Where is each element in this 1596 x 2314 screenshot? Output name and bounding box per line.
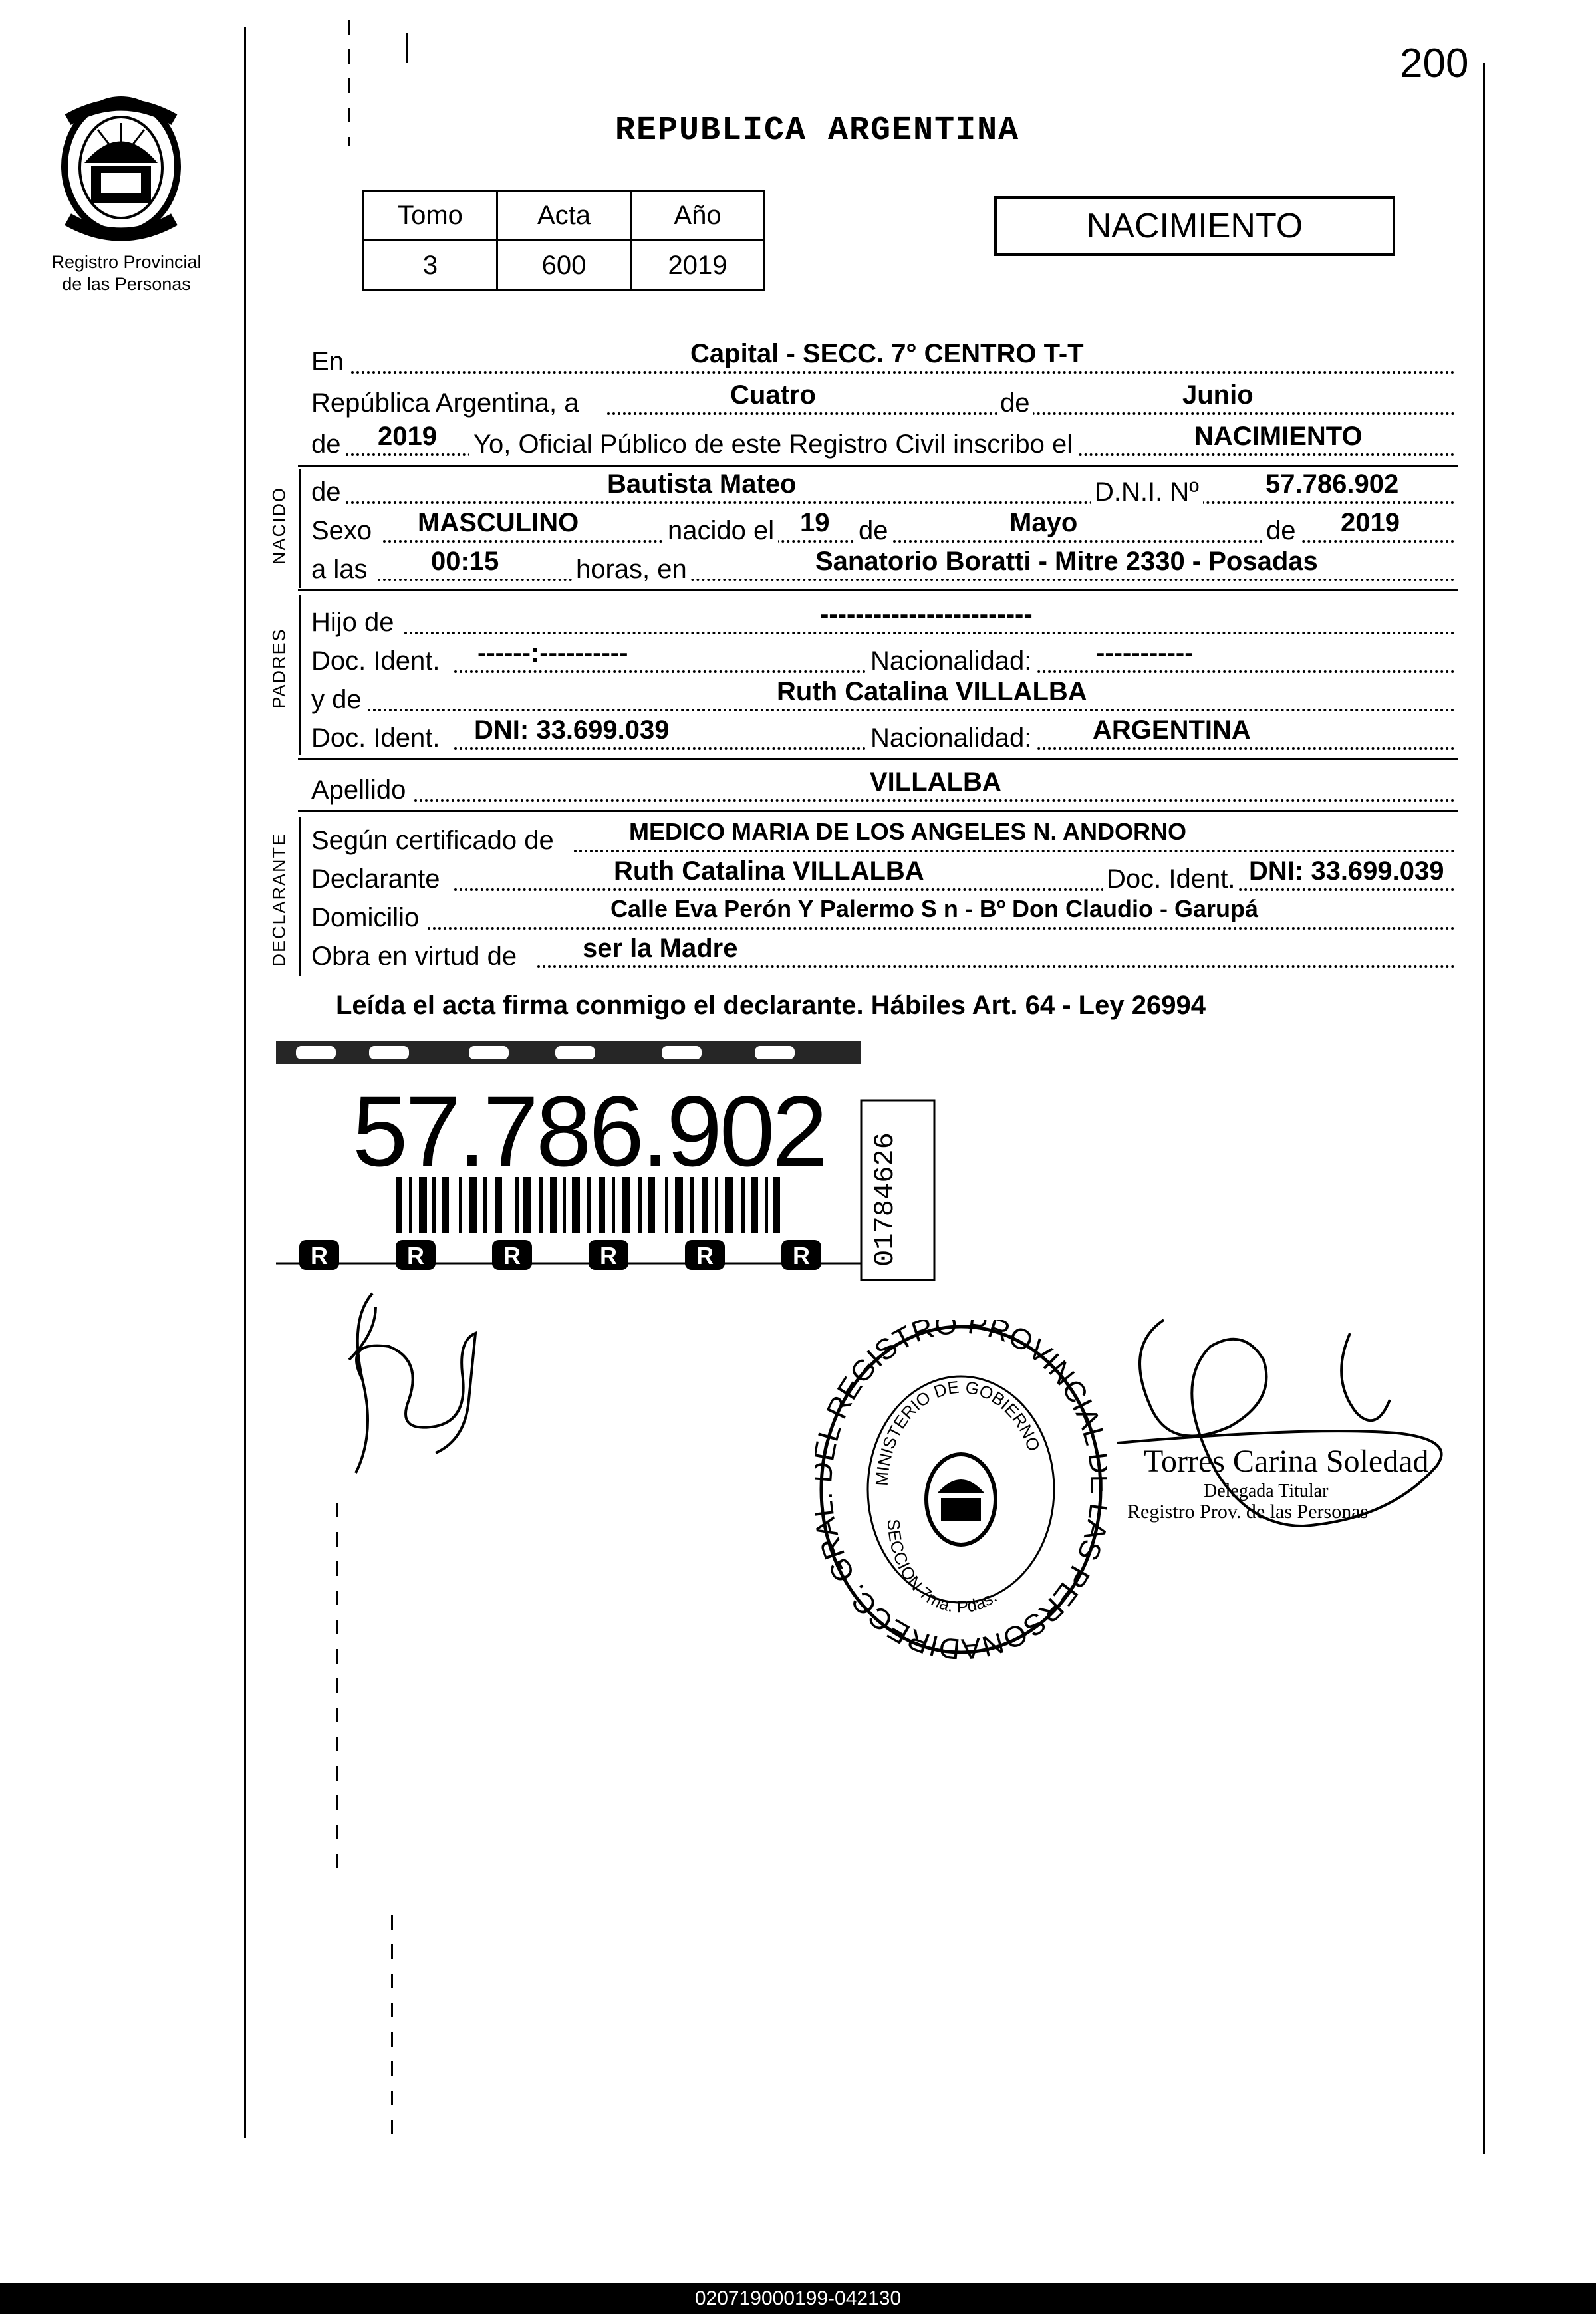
header-acta: Acta — [497, 191, 631, 241]
logo-caption — [33, 251, 219, 295]
stamp-inner-text: MINISTERIO DE GOBIERNO — [871, 1376, 1045, 1487]
nacido-side-label: NACIDO — [269, 487, 289, 565]
svg-text:R: R — [600, 1242, 617, 1269]
row-y-de — [311, 677, 1455, 715]
mother-nat-label: Nacionalidad: — [866, 723, 1035, 753]
de2-label: de — [311, 430, 341, 459]
row-en — [311, 339, 1455, 378]
en-value: Capital - SECC. 7° CENTRO T-T — [690, 339, 1084, 368]
row-declarante — [311, 856, 1455, 895]
row-father-doc — [311, 638, 1455, 677]
left-margin-line — [244, 27, 246, 2138]
padres-bracket — [299, 595, 301, 755]
svg-text:R: R — [793, 1242, 810, 1269]
divider-4 — [298, 810, 1458, 812]
record-table-values — [364, 241, 765, 291]
province-logo — [55, 93, 188, 243]
sexo-value: MASCULINO — [418, 508, 579, 537]
punch-line-3 — [336, 1503, 338, 1875]
page-number: 200 — [1400, 41, 1469, 86]
mother-nat: ARGENTINA — [1093, 715, 1251, 745]
domicilio-value: Calle Eva Perón Y Palermo S n - Bº Don Claudio - Garupá — [610, 895, 1259, 922]
day-value: Cuatro — [730, 380, 816, 410]
apellido-value: VILLALBA — [870, 767, 1001, 797]
hijo-de-label: Hijo de — [311, 608, 394, 637]
declarante-bracket — [299, 817, 301, 976]
de-label: de — [998, 388, 1033, 418]
child-dni: 57.786.902 — [1265, 469, 1399, 499]
birth-time: 00:15 — [431, 547, 499, 576]
y-de-label: y de — [311, 685, 362, 714]
father-nat-label: Nacionalidad: — [866, 646, 1035, 676]
act-value: NACIMIENTO — [1194, 422, 1363, 451]
nacido-bracket — [299, 469, 301, 588]
row-sexo — [311, 508, 1455, 547]
value-acta: 600 — [497, 241, 631, 291]
divider-2 — [298, 589, 1458, 591]
nacido-el-label: nacido el — [664, 516, 778, 546]
punch-line-4 — [391, 1915, 393, 2148]
right-margin-line — [1483, 63, 1485, 2154]
nacido-de-label: de — [311, 477, 341, 507]
logo-caption-line2: de las Personas — [62, 274, 191, 294]
birth-day: 19 — [800, 508, 830, 537]
mother-doc: DNI: 33.699.039 — [474, 715, 670, 745]
delegate-office: Registro Prov. de las Personas — [1127, 1501, 1369, 1523]
delegate-name: Torres Carina Soledad — [1144, 1444, 1429, 1479]
logo-caption-line1: Registro Provincial — [51, 252, 201, 272]
row-obra — [311, 934, 1455, 972]
record-table — [362, 190, 765, 291]
punch-line-1 — [348, 20, 350, 146]
header-tomo: Tomo — [364, 191, 497, 241]
padres-side-label: PADRES — [269, 628, 289, 709]
footer-code-bar: 020719000199-042130 — [0, 2283, 1596, 2314]
a-las-label: a las — [311, 555, 368, 584]
value-tomo: 3 — [364, 241, 497, 291]
svg-text:R: R — [503, 1242, 521, 1269]
obra-value: ser la Madre — [583, 934, 738, 963]
month-value: Junio — [1182, 380, 1254, 410]
apellido-label: Apellido — [311, 775, 406, 805]
row-apellido — [311, 767, 1455, 806]
row-republica — [311, 380, 1455, 419]
declarante-label: Declarante — [311, 864, 440, 894]
closing-text: Leída el acta firma conmigo el declarante. Hábiles Art. 64 - Ley 26994 — [336, 991, 1206, 1020]
mother-name: Ruth Catalina VILLALBA — [777, 677, 1087, 706]
delegate-role: Delegada Titular — [1204, 1481, 1329, 1501]
birth-month: Mayo — [1009, 508, 1078, 537]
row-year — [311, 422, 1455, 460]
row-nacido-name — [311, 469, 1455, 508]
country-title: REPUBLICA ARGENTINA — [615, 112, 1020, 150]
mother-doc-label: Doc. Ident. — [311, 723, 440, 753]
republica-label: República Argentina, a — [311, 388, 579, 418]
birth-year: 2019 — [1341, 508, 1400, 537]
divider-1 — [298, 465, 1458, 467]
domicilio-label: Domicilio — [311, 903, 420, 932]
year-value: 2019 — [378, 422, 437, 451]
id-sticker — [276, 1041, 938, 1290]
father-name: ------------------------ — [820, 600, 1033, 629]
horas-en-label: horas, en — [572, 555, 691, 584]
stamp-bottom-text: SECCION 7ma. Pdas. — [883, 1518, 1001, 1617]
father-nat: ----------- — [1096, 638, 1194, 668]
declarante-doc-label: Doc. Ident. — [1103, 864, 1239, 894]
birth-place: Sanatorio Boratti - Mitre 2330 - Posadas — [815, 547, 1318, 576]
father-doc-label: Doc. Ident. — [311, 646, 440, 676]
row-a-las — [311, 547, 1455, 585]
row-hijo-de — [311, 600, 1455, 638]
dni-label: D.N.I. Nº — [1091, 477, 1203, 507]
declarante-doc: DNI: 33.699.039 — [1249, 856, 1444, 886]
divider-3 — [298, 758, 1458, 760]
row-segun — [311, 818, 1455, 856]
en-label: En — [311, 347, 344, 376]
child-name: Bautista Mateo — [607, 469, 797, 499]
svg-text:R: R — [696, 1242, 714, 1269]
row-mother-doc — [311, 715, 1455, 754]
official-signature — [336, 1280, 489, 1479]
sexo-de2-label: de — [1262, 516, 1300, 546]
sticker-id-number: 57.786.902 — [352, 1075, 825, 1187]
svg-text:R: R — [311, 1242, 328, 1269]
sexo-label: Sexo — [311, 516, 372, 545]
declarante-side-label: DECLARANTE — [269, 832, 289, 967]
segun-label: Según certificado de — [311, 826, 554, 855]
row-domicilio — [311, 895, 1455, 934]
record-type-box: NACIMIENTO — [994, 196, 1395, 256]
oficial-text: Yo, Oficial Público de este Registro Civil inscribo el — [469, 430, 1077, 459]
father-doc: ------:---------- — [477, 638, 628, 668]
obra-label: Obra en virtud de — [311, 942, 517, 971]
svg-text:R: R — [407, 1242, 424, 1269]
delegate-signature — [1111, 1307, 1456, 1553]
header-ano: Año — [631, 191, 765, 241]
punch-line-2 — [406, 33, 408, 63]
value-ano: 2019 — [631, 241, 765, 291]
cert-value: MEDICO MARIA DE LOS ANGELES N. ANDORNO — [629, 818, 1187, 845]
stamp-outer-text: DIRECC. GR L REGISTRO PROVINCIA S PERSONA — [815, 1320, 1107, 1659]
official-stamp — [815, 1320, 1107, 1659]
record-table-header — [364, 191, 765, 241]
sticker-serial: 01784626 — [868, 1132, 901, 1267]
declarante-value: Ruth Catalina VILLALBA — [614, 856, 924, 886]
sexo-de-label: de — [855, 516, 892, 546]
